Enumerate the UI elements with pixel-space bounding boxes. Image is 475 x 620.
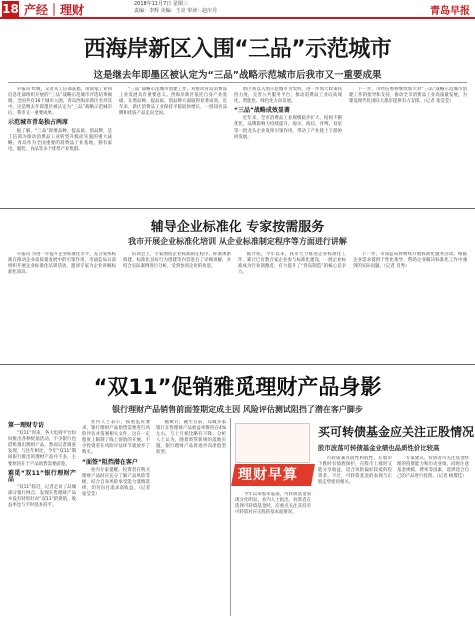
section-title: 产经｜理财 [24,3,85,17]
page-header [0,0,475,19]
article3-column-1: 第一理财专访 “双11”到来，各大电商平台纷纷推出各种促销活动，不少银行也借机推出理财产品。然而记者调查发现，与往年相比，今年“双11”期间银行推出的理财产品并不多，主要原因在于产品销售需要面签。 难觅“双11”银行理财产品 “双11”临近，记者走访了岛城部分银行网点，发现在售理财产品并没有特别针对“双11”的促销，收益率也与平时基本持平。 [8,422,76,509]
illustration [235,423,310,463]
article2-column-2: 培训会上，专家围绕企业标准制定程序、标准体系构建、标准化良好行为创建等内容进行了详细讲解，并结合实际案例进行分析，受到参训企业的欢迎。 [123,252,231,270]
article4-title: 买可转债基金应关注正股情况 [318,425,475,439]
page-number: 18 [2,2,19,16]
article1-subhead: 示范城市青岛独占两席 [8,119,69,127]
header-info [134,1,217,15]
article1-column-1: 早报讯 昨晚，记者从工信部获悉，由国家工业和信息化部组织开展的“三品”战略示范城市评选结果揭晓，全国共有16个城市入围，青岛西海岸新区名列其中。这是继去年即墨区被认定为“三品”战略示范城市后，我市又一重要成果。 示范城市青岛独占两席 据了解，“三品”即增品种、提品质、创品牌，是工信部为推动消费品工业转型升级而实施的重大战略。青岛作为全国重要的消费品工业基地，拥有家电、服装、食品等多个优势产业集群。 [8,87,112,152]
divider [230,418,231,616]
article3-title: “双11”促销雅觅理财产品身影 [93,375,382,399]
article4-column-2: 可转债兼具债性和股性，在股市下跌时有债底保护，在股市上涨时又能分享收益，适合风险偏好较低的投资者。不过，可转债基金的表现与正股走势密切相关。 [318,456,392,486]
column-logo: 理财早算 [233,460,313,488]
article4-column-3: 专家建议，投资者可关注基金经理的投资能力和历史业绩，同时注意基金规模、费率等因素，选择适合自己的产品进行投资。（记者 杨璟佳） [397,456,469,480]
article1-column-4: 下一步，市经信委将继续加大对“三品”战略示范城市创建工作的指导和支持，推动全市消费品工业高质量发展，为建设现代化国际大都市提供有力支撑。（记者 张莹莹） [349,87,467,105]
header-date: 2018年11月7日 星期三 [134,1,188,7]
article2-column-3: 据介绍，今年以来，我市大力推进企业标准化工作，累计已有数百家企业参与标准化建设，一批企业标准成为行业领跑者，有力提升了“青岛制造”的核心竞争力。 [238,252,346,276]
article3-kicker: 第一理财专访 [8,422,45,429]
article1-title: 西海岸新区入围“三品”示范城市 [83,37,392,62]
article3-column-3: 据统计，截至目前，岛城多家银行在售理财产品收益率维持在4%左右，与上月相比略有下降。分析人士认为，随着资管新规的落地实施，银行理财产品将逐步向净值型转型。 [156,420,226,456]
divider [8,82,467,83]
article1-subhead-2: “三品”战略成效显著 [234,107,290,115]
article2-subtitle: 我市开展企业标准化培训 从企业标准制定程序等方面进行讲解 [128,237,347,246]
article2-title: 辅导企业标准化 专家按需服务 [150,220,325,235]
article1-subtitle: 这是继去年即墨区被认定为“三品”战略示范城市后我市又一重要成果 [93,70,382,81]
article3-subtitle: 银行理财产品销售前面签期定成主因 风险评估测试阻挡了潜在客户脚步 [112,405,363,414]
header-editors: 责编：李辉 美编：王亮 审读：赵庆丹 [134,8,218,14]
newspaper-brand: 青岛早报 [430,6,470,17]
article1-column-3: 新区将以入围示范城市为契机，进一步加大政策扶持力度，完善公共服务平台，推动消费品工业向高端化、智能化、绿色化方向发展。 “三品”战略成效显著 近年来，全市消费品工业规模稳步扩大，结构不断优化，品牌影响力持续提升。海尔、海信、青啤、双星等一批龙头企业发挥引领作用，带动了产业链上下游协同发展。 [234,87,342,140]
divider [0,364,475,365]
article3-subhead: 难觅“双11”银行理财产品 [8,469,76,483]
article4-column-1: 今年以来股市震荡，可转债基金表现分化明显。业内人士指出，投资者在选择可转债基金时，应重点关注其持有可转债对应正股的基本面情况。 [235,492,311,516]
article1-column-2: “三品”战略示范城市创建工作，对推动青岛消费品工业发展具有重要意义。西海岸新区依托自身产业基础，在增品种、提品质、创品牌方面取得显著成效。近年来，新区消费品工业保持平稳较快增长，一批知名品牌和优质产品走向全国。 [119,87,227,117]
article4-subtitle: 股市波荡可转债基金业绩也品质性价比较高 [318,444,440,452]
article2-column-1: 早报讯 为进一步提升企业标准化水平，充分发挥标准在推动企业高质量发展中的引领作用，市质监局日前组织开展企业标准化培训活动，邀请专家为企业讲解标准化知识。 [8,252,116,276]
divider [0,208,475,209]
article3-column-2: 业内人士表示，按照监管要求，银行理财产品销售需要进行风险评估并签署相关文件，这在一定程度上限制了线上促销的开展。不少投资者在风险评估环节就放弃了购买。 “面签”阻挡潜在客户 业内专家提醒，投资者在购买理财产品时应充分了解产品风险等级，结合自身风险承受能力谨慎选择，切勿盲目追求高收益。（记者 张莹莹） [82,420,150,498]
article3-subhead-2: “面签”阻挡潜在客户 [82,458,138,466]
article2-column-4: 下一步，市质监局将继续开展标准化服务活动，根据企业需求提供个性化指导，帮助企业解决标准化工作中遇到的实际问题。（记者 肖秀） [353,252,467,270]
